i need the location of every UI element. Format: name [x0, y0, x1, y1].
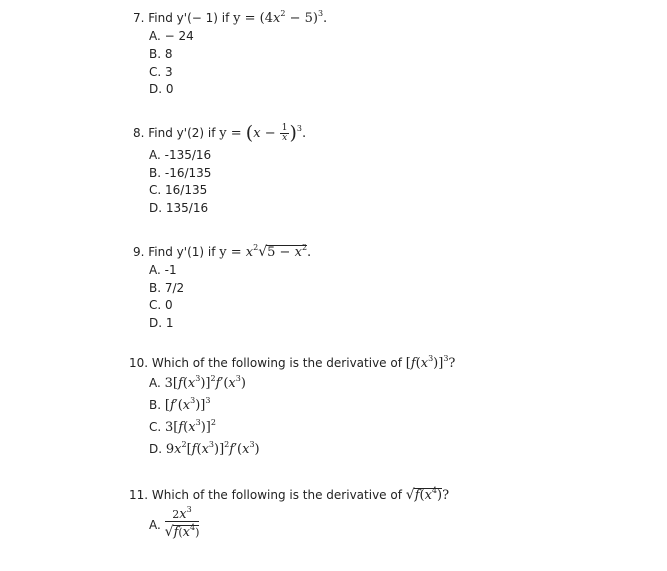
option-a[interactable]: A. $\frac{2x^3}{√f(x^4)}$ [149, 505, 200, 540]
option-d[interactable]: D. 135/16 [149, 201, 209, 215]
option-b[interactable]: B. 7/2 [149, 281, 185, 295]
question-text: Which of the following is the derivative of [151, 356, 402, 370]
option-b[interactable]: B. 8 [149, 47, 173, 61]
question-number: 8. [133, 126, 145, 140]
option-a[interactable]: A. -1 [149, 263, 177, 277]
question-8-stem [133, 124, 306, 143]
question-number: 7. [133, 11, 145, 25]
option-c[interactable]: C. 3 [149, 65, 173, 79]
option-b[interactable]: B. $[f'(x^3)]^3$ [149, 396, 211, 413]
question-math: $√f(x^4)$? [405, 486, 450, 503]
option-d[interactable]: D. 0 [149, 82, 174, 96]
option-a[interactable]: A. − 24 [149, 29, 194, 43]
option-c[interactable]: C. 16/135 [149, 183, 208, 197]
question-math: $[f(x^3)]^3$? [405, 354, 456, 371]
fraction: $\frac{1}{x}$ [281, 123, 288, 143]
option-d[interactable]: D. $9x^2[f(x^3)]^2f'(x^3)$ [149, 440, 260, 457]
question-math: $y = (4x^2 - 5)^3$. [233, 9, 328, 26]
question-math: y = (x − $\frac{1}{x}$ )$^3$. [219, 122, 307, 144]
question-number: 9. [133, 245, 145, 259]
option-b[interactable]: B. -16/135 [149, 166, 212, 180]
option-c[interactable]: C. $3[f(x^3)]^2$ [149, 418, 216, 435]
question-11-stem [129, 487, 449, 504]
question-text: Find y'(1) if [148, 245, 216, 259]
option-a[interactable]: A. $3[f(x^3)]^2f'(x^3)$ [149, 374, 246, 391]
option-d[interactable]: D. 1 [149, 316, 174, 330]
fraction: $\frac{2x^3}{√f(x^4)}$ [164, 505, 200, 540]
question-text: Find y'(2) if [148, 126, 216, 140]
question-text: Which of the following is the derivative of [151, 488, 402, 502]
question-10-stem [129, 355, 455, 372]
option-a[interactable]: A. -135/16 [149, 148, 212, 162]
option-c[interactable]: C. 0 [149, 298, 173, 312]
question-7-stem [133, 10, 327, 27]
question-math: $y = x^2√5 - x^2$. [219, 243, 312, 260]
question-number: 11. [129, 488, 149, 502]
question-9-stem [133, 244, 311, 261]
question-text: Find y'(− 1) if [148, 11, 230, 25]
question-number: 10. [129, 356, 149, 370]
